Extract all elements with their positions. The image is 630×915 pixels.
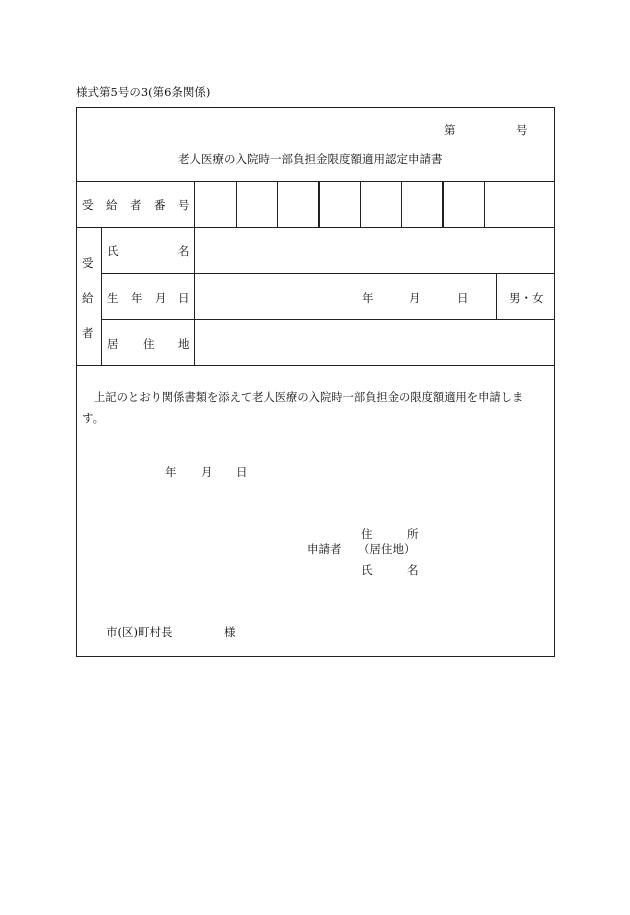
divider-recipient-group xyxy=(101,227,102,365)
name-label-char: 名 xyxy=(178,244,190,258)
digit-box-divider xyxy=(484,181,485,227)
declaration-text-line2: す。 xyxy=(82,411,105,425)
recipient-number-label-char: 号 xyxy=(178,198,190,212)
recipient-group-label-char: 者 xyxy=(82,326,94,340)
digit-box-divider xyxy=(401,181,402,227)
birthdate-label-char: 生 xyxy=(107,291,119,305)
recipient-group-label-char: 給 xyxy=(82,291,94,305)
recipient-number-label-char: 受 xyxy=(82,198,94,212)
applicant-name-label-char: 氏 xyxy=(361,563,373,577)
honorific: 様 xyxy=(224,625,236,639)
applicant-residence-label: （居住地） xyxy=(358,542,416,556)
address-label-char: 住 xyxy=(143,337,155,351)
date-year-unit: 年 xyxy=(165,465,177,479)
recipient-number-label-char: 者 xyxy=(130,198,142,212)
divider-birth-row xyxy=(101,319,555,320)
digit-box-divider xyxy=(277,181,278,227)
birthdate-label-char: 月 xyxy=(155,291,167,305)
divider-label-column xyxy=(194,181,195,365)
address-label-char: 地 xyxy=(178,337,190,351)
declaration-text-line1: 上記のとおり関係書類を添えて老人医療の入院時一部負担金の限度額適用を申請しま xyxy=(94,391,524,404)
number-prefix: 第 xyxy=(444,123,456,137)
name-label-char: 氏 xyxy=(107,244,119,258)
birth-day-unit: 日 xyxy=(457,291,469,305)
date-month-unit: 月 xyxy=(201,465,213,479)
sex-choice: 男・女 xyxy=(509,291,544,305)
divider-sex-column xyxy=(496,273,497,319)
address-label-char: 居 xyxy=(107,337,119,351)
divider-address-row xyxy=(76,365,555,366)
divider-number-row xyxy=(76,227,555,228)
digit-box-divider-thick xyxy=(442,181,444,227)
number-suffix: 号 xyxy=(516,123,528,137)
birth-year-unit: 年 xyxy=(362,291,374,305)
digit-box-divider xyxy=(236,181,237,227)
birthdate-label-char: 日 xyxy=(178,291,190,305)
applicant-label: 申請者 xyxy=(307,542,342,556)
birth-month-unit: 月 xyxy=(409,291,421,305)
digit-box-divider-thick xyxy=(318,181,320,227)
form-number: 様式第5号の3(第6条関係) xyxy=(76,85,211,99)
recipient-group-label-char: 受 xyxy=(82,256,94,270)
applicant-name-label-char: 名 xyxy=(407,563,419,577)
form-title: 老人医療の入院時一部負担金限度額適用認定申請書 xyxy=(178,152,443,166)
birthdate-label-char: 年 xyxy=(131,291,143,305)
addressee: 市(区)町村長 xyxy=(106,625,173,639)
date-day-unit: 日 xyxy=(236,465,248,479)
recipient-number-label-char: 給 xyxy=(106,198,118,212)
divider-name-row xyxy=(101,273,555,274)
recipient-number-label-char: 番 xyxy=(154,198,166,212)
digit-box-divider xyxy=(360,181,361,227)
applicant-address-label-char: 住 xyxy=(361,527,373,541)
applicant-address-label-char: 所 xyxy=(407,527,419,541)
